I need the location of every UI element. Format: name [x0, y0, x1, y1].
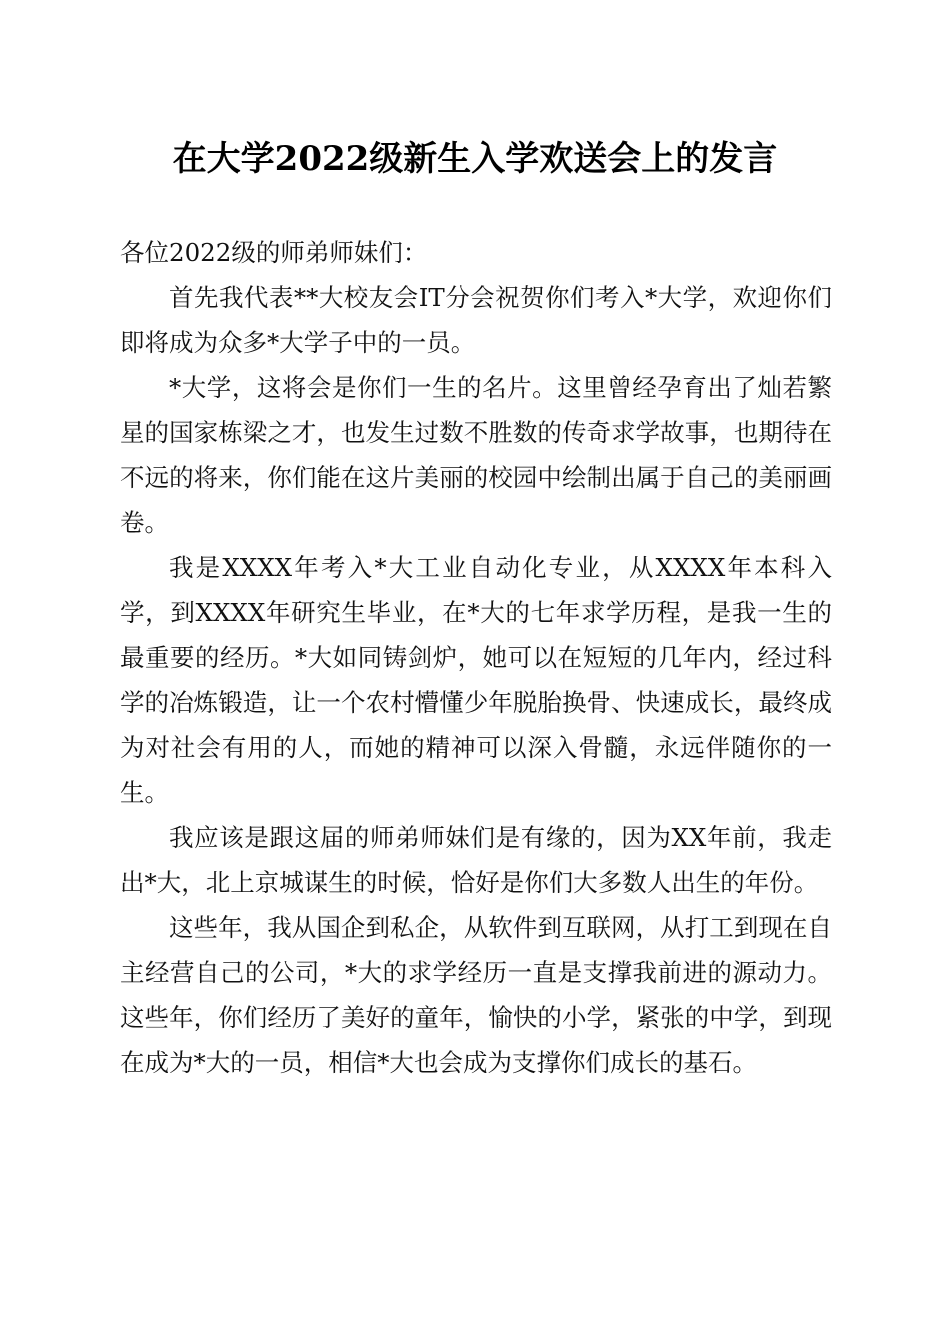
- salutation: 各位2022级的师弟师妹们：: [120, 238, 428, 267]
- paragraph-5: 这些年，我从国企到私企，从软件到互联网，从打工到现在自主经营自己的公司，*大的求学经历一直是支撑我前进的源动力。这些年，你们经历了美好的童年，愉快的小学，紧张的中学，到现在成为*大的一员，相信*大也会成为支撑你们成长的基石。: [120, 913, 832, 1077]
- paragraph-1: 首先我代表**大校友会IT分会祝贺你们考入*大学，欢迎你们即将成为众多*大学子中的一员。: [120, 283, 832, 357]
- document-title: 在大学2022级新生入学欢送会上的发言: [172, 139, 778, 179]
- paragraph-2: *大学，这将会是你们一生的名片。这里曾经孕育出了灿若繁星的国家栋梁之才，也发生过数不胜数的传奇求学故事，也期待在不远的将来，你们能在这片美丽的校园中绘制出属于自己的美丽画卷。: [120, 373, 832, 537]
- document-body: [120, 230, 832, 1085]
- paragraph-3: 我是XXXX年考入*大工业自动化专业，从XXXX年本科入学，到XXXX年研究生毕业，在*大的七年求学历程，是我一生的最重要的经历。*大如同铸剑炉，她可以在短短的几年内，经过科学的冶炼锻造，让一个农村懵懂少年脱胎换骨、快速成长，最终成为对社会有用的人，而她的精神可以深入骨髓，永远伴随你的一生。: [120, 553, 832, 807]
- paragraph-4: 我应该是跟这届的师弟师妹们是有缘的，因为XX年前，我走出*大，北上京城谋生的时候，恰好是你们大多数人出生的年份。: [120, 823, 832, 897]
